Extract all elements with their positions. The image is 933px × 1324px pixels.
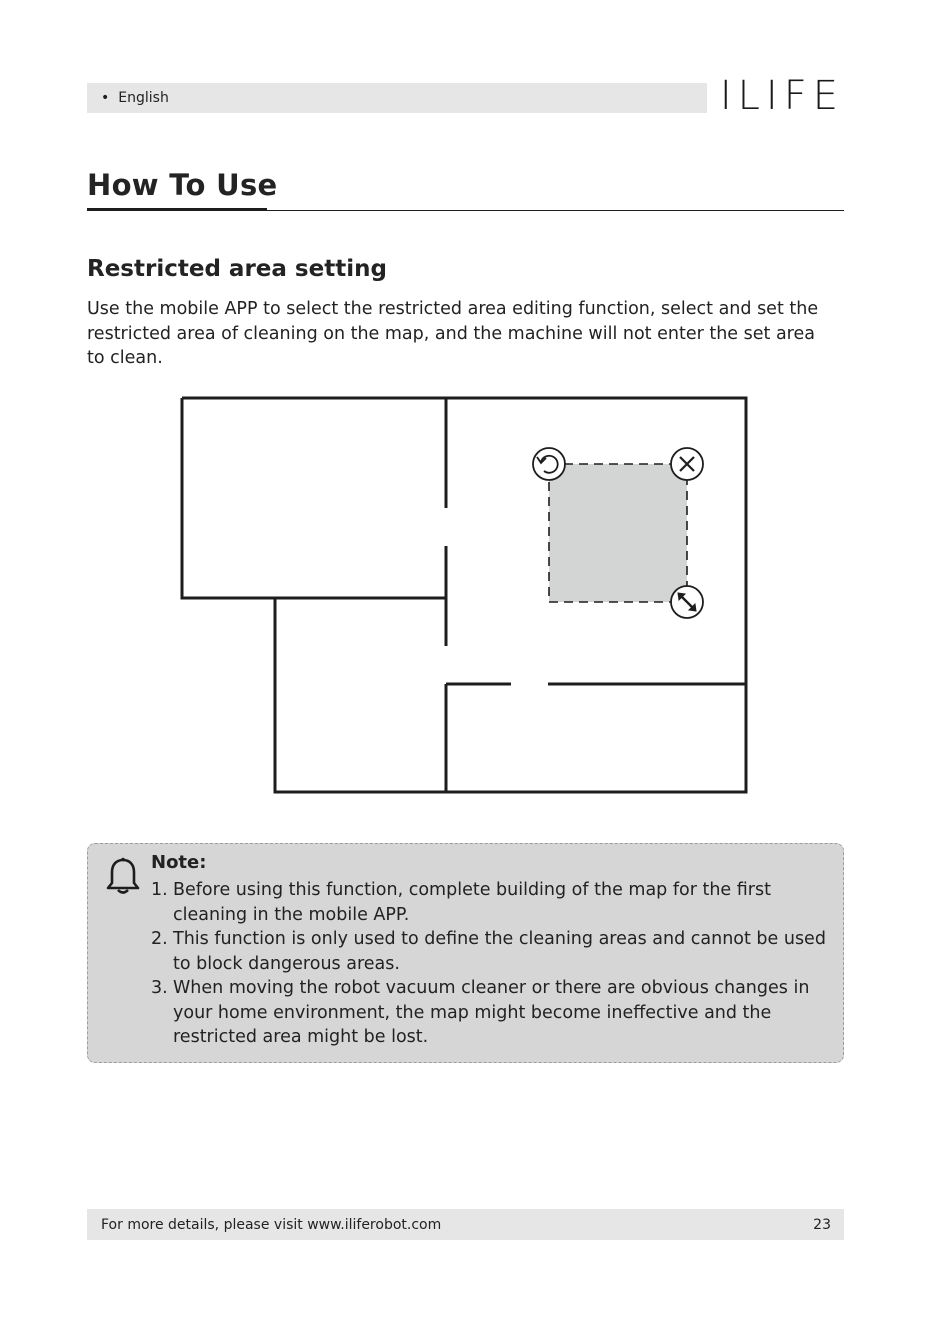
undo-icon	[533, 448, 565, 480]
language-bar	[87, 83, 707, 113]
intro-paragraph: Use the mobile APP to select the restricted area editing function, select and set the restricted area of cleaning on the map, and the machine will not enter the set area to clean.	[87, 299, 819, 368]
note-title: Note:	[151, 852, 207, 873]
note-item-text: Before using this function, complete building of the map for the first cleaning in the mobile APP.	[173, 880, 771, 925]
wall-left-top	[182, 398, 446, 598]
footer-text: For more details, please visit www.iliferobot.com	[101, 1216, 442, 1233]
note-item	[151, 878, 831, 927]
close-icon	[671, 448, 703, 480]
language-label: English	[118, 90, 169, 106]
restricted-area	[549, 464, 687, 602]
floor-plan-diagram	[175, 392, 755, 802]
note-item	[151, 976, 831, 1050]
note-item-number: 2.	[151, 929, 168, 949]
note-item-text: This function is only used to define the cleaning areas and cannot be used to block dangerous areas.	[173, 929, 826, 974]
language-bullet: •	[101, 90, 110, 106]
note-item	[151, 927, 831, 976]
title-rule	[87, 210, 844, 211]
note-item-text: When moving the robot vacuum cleaner or there are obvious changes in your home environment, the map might become ineffective and the restricted area might be lost.	[173, 978, 810, 1047]
subheading: Restricted area setting	[87, 256, 387, 282]
page-title: How To Use	[87, 168, 278, 202]
brand-logo: ILIFE	[719, 73, 844, 119]
note-list	[151, 878, 831, 1050]
resize-icon	[671, 586, 703, 618]
page-number: 23	[813, 1216, 831, 1233]
footer-bar	[87, 1209, 844, 1240]
wall-lower-left	[275, 598, 746, 792]
note-item-number: 3.	[151, 978, 168, 998]
bell-icon	[105, 857, 141, 897]
note-item-number: 1.	[151, 880, 168, 900]
